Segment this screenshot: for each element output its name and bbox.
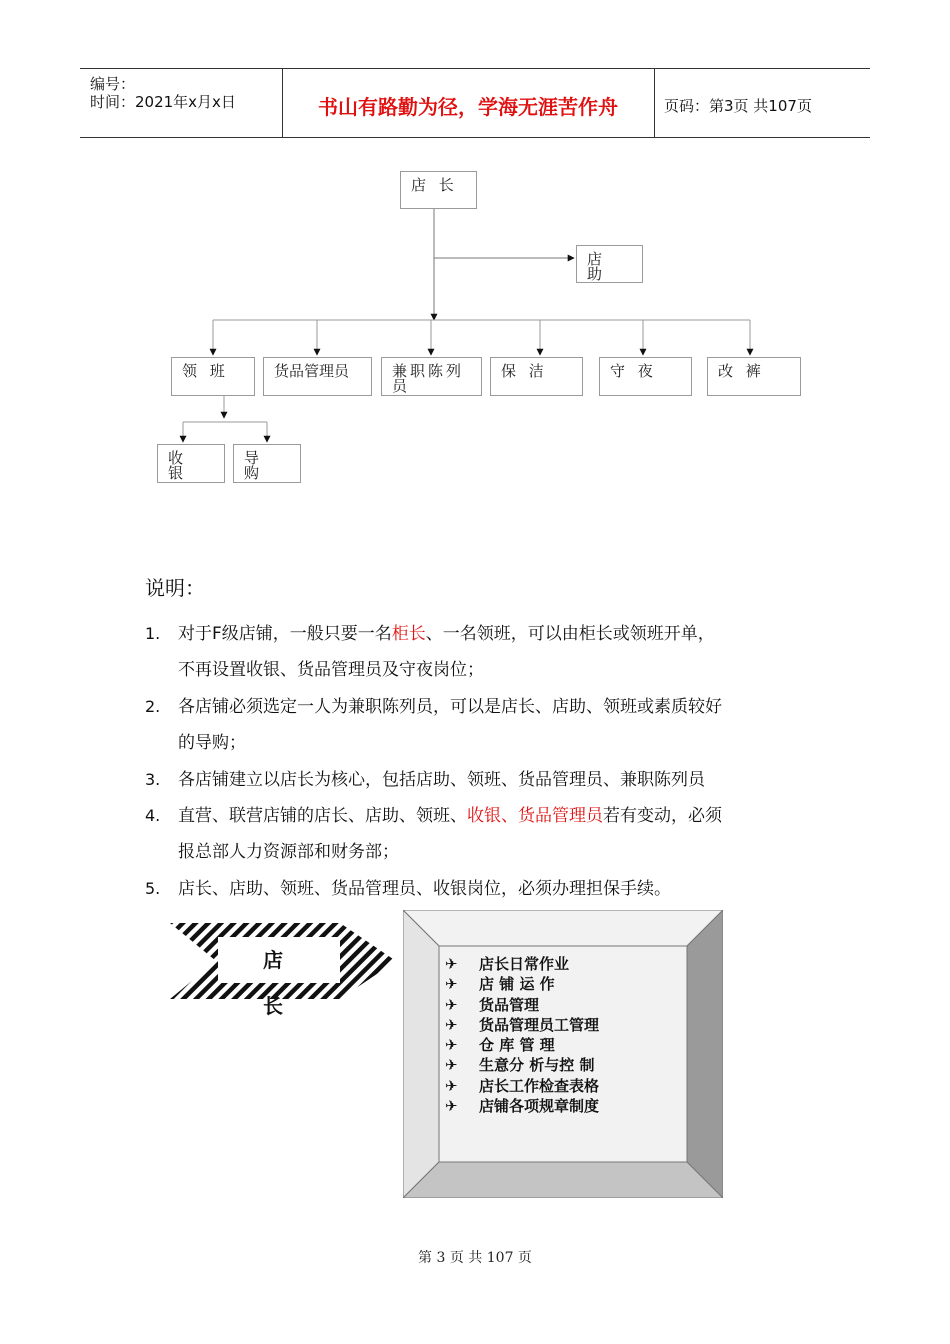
note-text xyxy=(178,762,828,798)
airplane-icon: ✈ xyxy=(445,1097,458,1116)
org-box-store-manager xyxy=(400,171,477,209)
list-item-label: 店 铺 运 作 xyxy=(479,975,555,994)
note-number: 2. xyxy=(145,697,161,716)
note-text xyxy=(178,616,828,688)
airplane-icon: ✈ xyxy=(445,1036,458,1055)
airplane-icon: ✈ xyxy=(445,975,458,994)
org-label: 守 夜 xyxy=(610,362,657,380)
org-label: 领 班 xyxy=(182,362,229,380)
org-label: 保 洁 xyxy=(501,362,548,380)
list-item-label: 店铺各项规章制度 xyxy=(479,1097,600,1116)
list-item-label: 店长工作检查表格 xyxy=(479,1076,600,1095)
list-item xyxy=(445,1055,599,1075)
list-item xyxy=(445,1076,599,1096)
page-footer: 第 3 页 共 107 页 xyxy=(418,1250,532,1266)
note-text-part: 对于F级店铺，一般只要一名 xyxy=(178,624,392,644)
note-number: 1. xyxy=(145,624,161,643)
note-text-line: 不再设置收银、货品管理员及守夜岗位； xyxy=(178,660,484,680)
manual-contents-list xyxy=(445,954,599,1116)
org-label: 店 助 xyxy=(587,250,607,283)
note-text xyxy=(178,871,828,907)
airplane-icon: ✈ xyxy=(445,1015,458,1034)
list-item xyxy=(445,1096,599,1116)
org-box-sales-guide xyxy=(233,444,301,483)
note-text xyxy=(178,798,828,870)
org-box-night-guard xyxy=(599,357,692,396)
org-box-tailor xyxy=(707,357,801,396)
airplane-icon: ✈ xyxy=(445,955,458,973)
note-number: 4. xyxy=(145,806,161,825)
list-item xyxy=(445,1035,599,1055)
org-box-assistant xyxy=(576,245,643,283)
note-text-line: 报总部人力资源部和财务部； xyxy=(178,842,399,862)
org-box-cashier xyxy=(157,444,225,483)
note-number: 5. xyxy=(145,879,161,898)
list-item-label: 货品管理员工管理 xyxy=(479,1015,600,1034)
note-highlight: 收银、货品管理员 xyxy=(467,806,603,826)
list-item xyxy=(445,995,599,1015)
org-chart-connectors xyxy=(0,0,950,520)
note-highlight: 柜长 xyxy=(391,624,426,644)
list-item-label: 店长日常作业 xyxy=(479,955,570,973)
note-text-line: 的导购； xyxy=(178,733,246,753)
time-label: 时间：2021年x月x日 xyxy=(90,93,236,111)
note-text-line: 店长、店助、领班、货品管理员、收银岗位，必须办理担保手续。 xyxy=(178,879,671,899)
airplane-icon: ✈ xyxy=(445,1056,458,1075)
motto: 书山有路勤为径，学海无涯苦作舟 xyxy=(318,95,618,119)
note-text-part: 直营、联营店铺的店长、店助、领班、 xyxy=(178,806,467,826)
note-text-part: 、一名领班，可以由柜长或领班开单， xyxy=(425,624,715,644)
org-label: 兼职陈列员 xyxy=(392,362,465,395)
list-item xyxy=(445,974,599,994)
org-label: 店 长 xyxy=(411,176,458,194)
org-label: 改 裤 xyxy=(718,362,765,380)
note-number: 3. xyxy=(145,770,161,789)
airplane-icon: ✈ xyxy=(445,995,458,1014)
list-item xyxy=(445,954,599,974)
list-item-label: 生意分 析与控 制 xyxy=(479,1056,595,1075)
org-box-cleaner xyxy=(490,357,583,396)
arrow-label: 店 长 xyxy=(218,937,340,983)
org-box-display-staff xyxy=(381,357,482,396)
list-item-label: 货品管理 xyxy=(479,995,540,1014)
notes-title: 说明： xyxy=(145,576,205,600)
org-label: 货品管理员 xyxy=(274,362,350,380)
airplane-icon: ✈ xyxy=(445,1076,458,1095)
note-text-line: 各店铺必须选定一人为兼职陈列员，可以是店长、店助、领班或素质较好 xyxy=(178,697,722,717)
org-label: 导 购 xyxy=(244,449,264,482)
org-label: 收 银 xyxy=(168,449,188,482)
note-text-line: 各店铺建立以店长为核心，包括店助、领班、货品管理员、兼职陈列员 xyxy=(178,770,705,790)
serial-label: 编号： xyxy=(90,75,136,93)
org-box-goods-manager xyxy=(263,357,372,396)
list-item-label: 仓 库 管 理 xyxy=(479,1036,555,1055)
note-text xyxy=(178,689,828,761)
list-item xyxy=(445,1015,599,1035)
note-text-part: 若有变动，必须 xyxy=(603,806,722,826)
org-box-team-leader xyxy=(171,357,255,396)
page-info: 页码：第3页 共107页 xyxy=(664,97,812,115)
